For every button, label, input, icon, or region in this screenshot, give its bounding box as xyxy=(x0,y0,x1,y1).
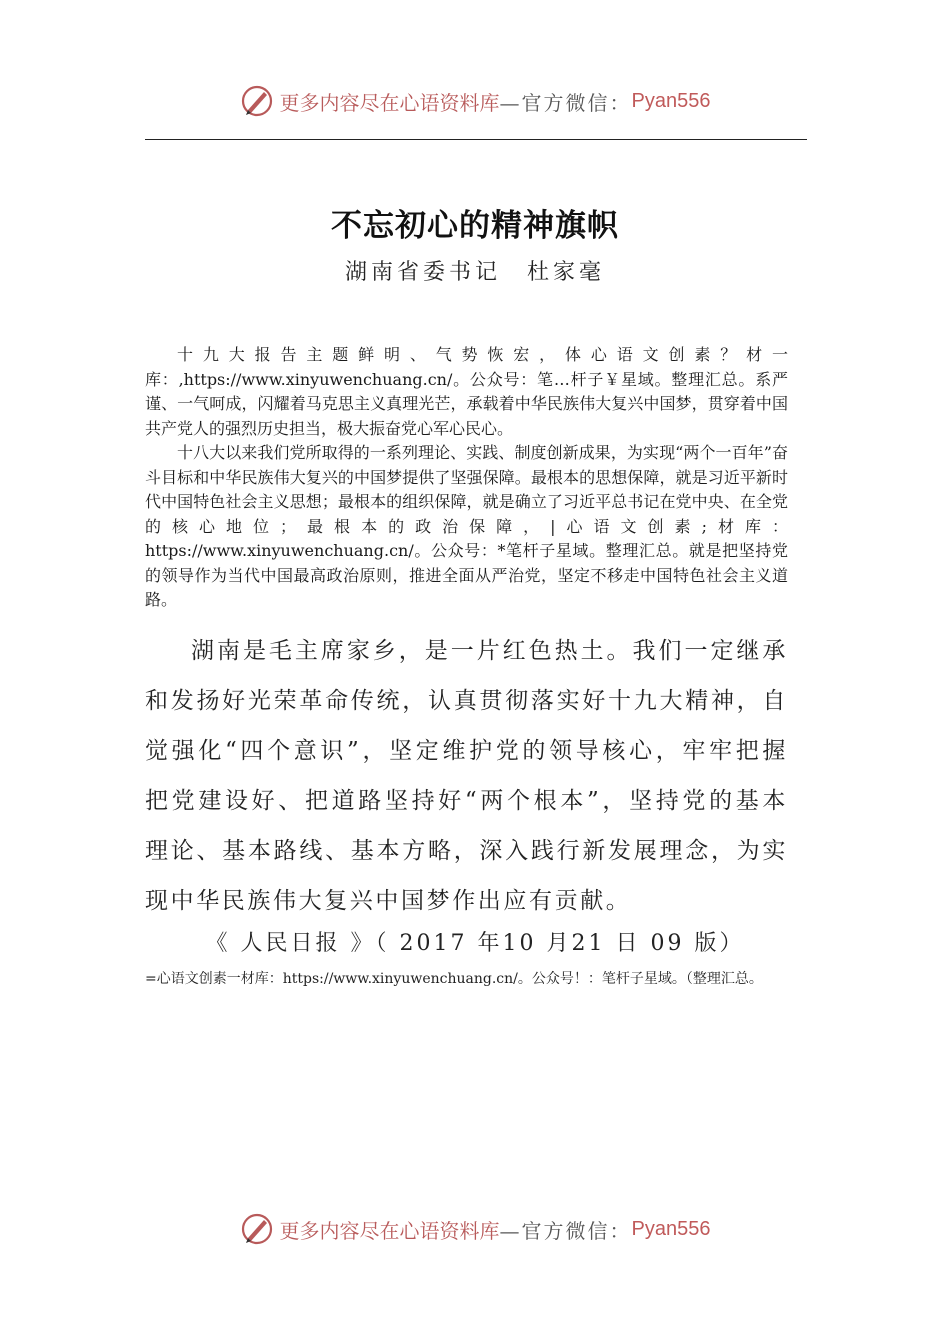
body-large-text xyxy=(145,626,788,926)
body-small-text xyxy=(145,343,788,613)
pen-logo-icon xyxy=(240,84,274,118)
paragraph: 十八大以来我们党所取得的一系列理论、实践、制度创新成果，为实现“两个一百年”奋斗目标和中华民族伟大复兴的中国梦提供了坚强保障。最根本的思想保障，就是习近平新时代中国特色社会主义思想；最根本的组织保障，就是确立了习近平总书记在党中央、在全党的核心地位；最根本的政治保障，|心语文创素;材库：https://www.xinyuwenchuang.cn/。公众号：*笔杆子星域。整理汇总。就是把坚持党的领导作为当代中国最高政治原则，推进全面从严治党，坚定不移走中国特色社会主义道路。 xyxy=(145,443,788,609)
footer-banner-separator-text: —官方微信： xyxy=(499,1218,632,1243)
footnote: =心语文创素一材库：https://www.xinyuwenchuang.cn/。公众号！：笔杆子星域。（整理汇总。 xyxy=(145,971,763,987)
header-banner-wechat-id: Pyan556 xyxy=(631,89,711,112)
header-rule xyxy=(145,139,807,140)
header-banner xyxy=(0,84,950,118)
header-banner-main-text: 更多内容尽在心语资料库 xyxy=(279,90,500,115)
footer-banner xyxy=(0,1212,950,1246)
paragraph: 十九大报告主题鲜明、气势恢宏，体心语文创素？材一库：,https://www.xinyuwenchuang.cn/。公众号：笔…杆子￥星域。整理汇总。系严谨、一气呵成，闪耀着马克思主义真理光芒，承载着中华民族伟大复兴中国梦，贯穿着中国共产党人的强烈历史担当，极大振奋党心军心民心。 xyxy=(145,345,788,438)
source-citation: 《 人民日报 》（ 2017 年10 月21 日 09 版） xyxy=(205,931,745,956)
header-banner-separator-text: —官方微信： xyxy=(499,90,632,115)
document-author: 湖南省委书记 杜家毫 xyxy=(344,260,605,285)
footer-banner-main-text: 更多内容尽在心语资料库 xyxy=(279,1218,500,1243)
document-title: 不忘初心的精神旗帜 xyxy=(331,208,619,244)
footer-banner-wechat-id: Pyan556 xyxy=(631,1217,711,1240)
paragraph: 湖南是毛主席家乡，是一片红色热土。我们一定继承和发扬好光荣革命传统，认真贯彻落实好十九大精神，自觉强化“四个意识”，坚定维护党的领导核心，牢牢把握把党建设好、把道路坚持好“两个根本”，坚持党的基本理论、基本路线、基本方略，深入践行新发展理念，为实现中华民族伟大复兴中国梦作出应有贡献。 xyxy=(145,638,788,914)
pen-logo-icon xyxy=(240,1212,274,1246)
